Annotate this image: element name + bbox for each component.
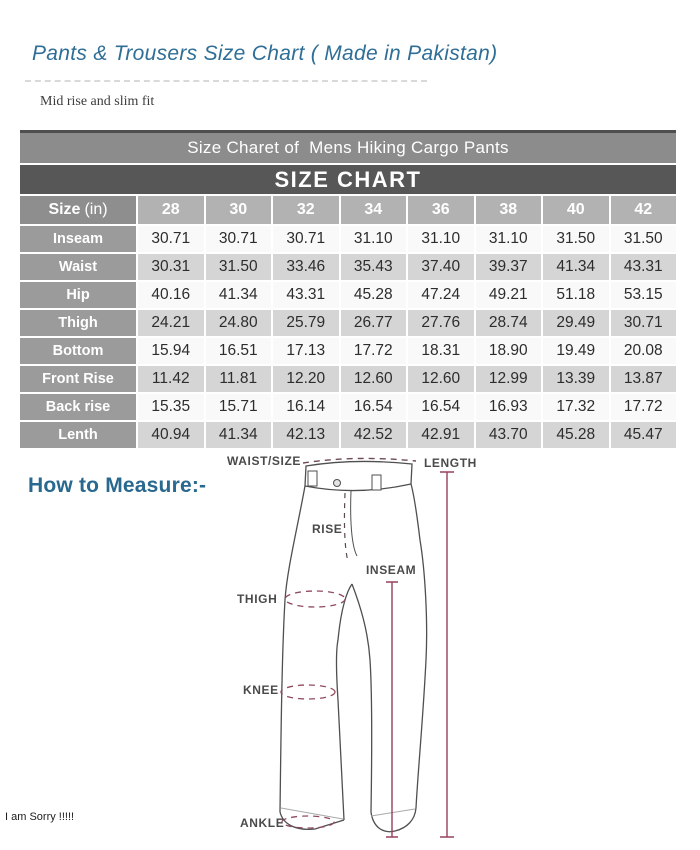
table-cell-value: 41.34 [206,282,272,308]
table-cell-value: 27.76 [408,310,474,336]
table-cell-value: 40.94 [138,422,204,448]
size-table [20,130,676,448]
table-cell-value: 19.49 [543,338,609,364]
table-cell-value: 17.72 [341,338,407,364]
table-cell-value: 33.46 [273,254,339,280]
table-cell-value: 15.94 [138,338,204,364]
table-cell-value: 24.80 [206,310,272,336]
table-cell-value: 49.21 [476,282,542,308]
table-cell-value: 13.39 [543,366,609,392]
table-cell-value: 17.13 [273,338,339,364]
size-column-header: 42 [611,196,677,224]
size-column-header: 38 [476,196,542,224]
table-cell-value: 18.31 [408,338,474,364]
table-cell-value: 13.87 [611,366,677,392]
row-label: Bottom [20,338,136,364]
table-cell-value: 42.13 [273,422,339,448]
table-cell-value: 31.50 [543,226,609,252]
length-label: LENGTH [424,456,477,470]
table-cell-value: 45.28 [543,422,609,448]
row-label: Lenth [20,422,136,448]
table-cell-value: 45.28 [341,282,407,308]
table-cell-value: 43.70 [476,422,542,448]
size-column-header: 28 [138,196,204,224]
table-cell-value: 31.10 [341,226,407,252]
table-cell-value: 11.81 [206,366,272,392]
size-column-header: 32 [273,196,339,224]
table-cell-value: 16.14 [273,394,339,420]
table-cell-value: 15.35 [138,394,204,420]
how-to-measure-heading: How to Measure:- [28,474,207,497]
table-cell-value: 15.71 [206,394,272,420]
corner-unit: (in) [84,201,108,218]
rise-label: RISE [312,522,343,536]
pants-measure-diagram [215,450,480,850]
dashed-divider [25,80,427,82]
size-column-header: 36 [408,196,474,224]
table-cell-value: 26.77 [341,310,407,336]
size-column-header: 30 [206,196,272,224]
table-cell-value: 41.34 [206,422,272,448]
table-cell-value: 16.54 [341,394,407,420]
table-cell-value: 30.71 [273,226,339,252]
table-cell-value: 31.10 [408,226,474,252]
fit-subtitle: Mid rise and slim fit [40,94,155,109]
table-cell-value: 12.60 [408,366,474,392]
row-label: Hip [20,282,136,308]
table-cell-value: 42.91 [408,422,474,448]
row-label: Front Rise [20,366,136,392]
row-label: Inseam [20,226,136,252]
table-cell-value: 37.40 [408,254,474,280]
size-column-header: 34 [341,196,407,224]
table-cell-value: 43.31 [273,282,339,308]
size-column-header: 40 [543,196,609,224]
table-cell-value: 35.43 [341,254,407,280]
row-label: Back rise [20,394,136,420]
row-label: Thigh [20,310,136,336]
table-cell-value: 30.31 [138,254,204,280]
table-cell-value: 41.34 [543,254,609,280]
row-label: Waist [20,254,136,280]
table-cell-value: 18.90 [476,338,542,364]
ankle-label: ANKLE [240,816,285,830]
thigh-label: THIGH [237,592,278,606]
table-cell-value: 12.99 [476,366,542,392]
table-cell-value: 30.71 [611,310,677,336]
pants-diagram-drawing [215,450,480,850]
table-cell-value: 31.10 [476,226,542,252]
table-cell-value: 24.21 [138,310,204,336]
table-corner-cell [20,196,136,224]
table-cell-value: 43.31 [611,254,677,280]
table-cell-value: 16.93 [476,394,542,420]
footer-note: I am Sorry !!!!! [5,811,75,823]
waist-size-label: WAIST/SIZE [227,454,302,468]
table-cell-value: 16.54 [408,394,474,420]
table-cell-value: 47.24 [408,282,474,308]
table-cell-value: 45.47 [611,422,677,448]
size-table-grid [20,196,676,448]
table-cell-value: 29.49 [543,310,609,336]
table-cell-value: 53.15 [611,282,677,308]
table-cell-value: 40.16 [138,282,204,308]
knee-label: KNEE [243,683,279,697]
table-cell-value: 31.50 [206,254,272,280]
table-cell-value: 12.20 [273,366,339,392]
table-cell-value: 51.18 [543,282,609,308]
page-title: Pants & Trousers Size Chart ( Made in Pakistan) [32,42,498,65]
table-cell-value: 30.71 [138,226,204,252]
table-cell-value: 17.32 [543,394,609,420]
corner-label: Size [48,201,81,218]
table-cell-value: 31.50 [611,226,677,252]
table-cell-value: 39.37 [476,254,542,280]
table-cell-value: 16.51 [206,338,272,364]
table-cell-value: 20.08 [611,338,677,364]
table-cell-value: 30.71 [206,226,272,252]
table-cell-value: 11.42 [138,366,204,392]
table-cell-value: 17.72 [611,394,677,420]
table-cell-value: 28.74 [476,310,542,336]
table-cell-value: 42.52 [341,422,407,448]
inseam-label: INSEAM [366,563,417,577]
size-table-caption: Size Charet of Mens Hiking Cargo Pants [20,133,676,163]
size-chart-banner: SIZE CHART [20,165,676,194]
table-cell-value: 12.60 [341,366,407,392]
table-cell-value: 25.79 [273,310,339,336]
